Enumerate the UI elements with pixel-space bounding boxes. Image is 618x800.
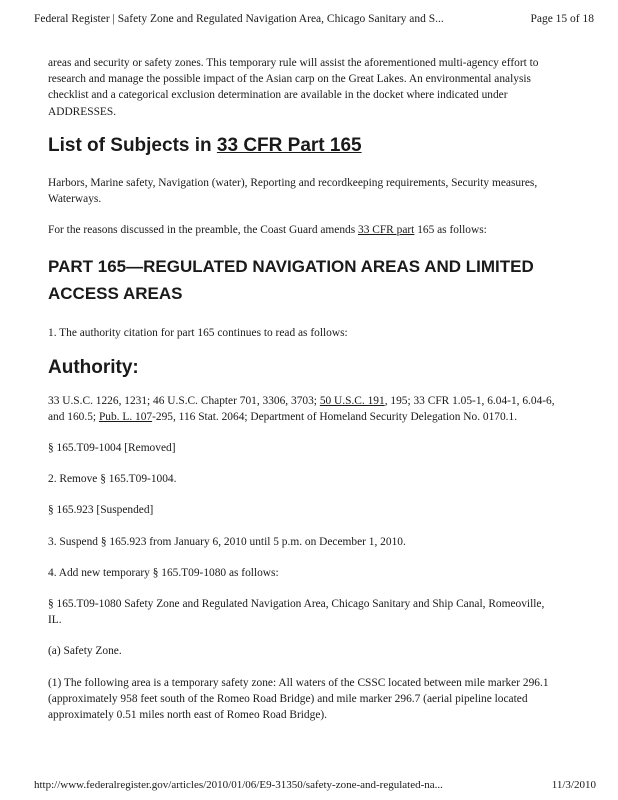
authority-heading: Authority:: [48, 356, 139, 378]
section-title: § 165.T09-1080 Safety Zone and Regulated Navigation Area, Chicago Sanitary and Ship Canal, Romeoville, IL.: [48, 598, 545, 627]
suspended-section: § 165.923 [Suspended]: [48, 504, 154, 517]
remove-instruction: 2. Remove § 165.T09-1004.: [48, 473, 177, 486]
usc-link[interactable]: 50 U.S.C. 191: [319, 394, 385, 407]
page-number: Page 15 of 18: [530, 13, 594, 25]
document-title: Federal Register | Safety Zone and Regulated Navigation Area, Chicago Sanitary and S...: [34, 13, 444, 25]
removed-section: § 165.T09-1004 [Removed]: [48, 442, 176, 455]
authority-part2: , 195; 33 CFR 1.05-1, 6.04-1, 6.04-6, and 160.5;: [48, 394, 555, 423]
public-law-link[interactable]: Pub. L. 107: [98, 410, 153, 423]
authority-part3: -295, 116 Stat. 2064; Department of Homeland Security Delegation No. 0170.1.: [152, 410, 518, 423]
location-paragraph: (1) The following area is a temporary safety zone: All waters of the CSSC located between mile marker 296.1 (approximately 958 feet south of the Romeo Road Bridge) and mile marker 296.7 (aerial pipeline located approximately 0.51 miles north east of Romeo Road Bridge).: [48, 676, 549, 722]
part-heading: PART 165—REGULATED NAVIGATION AREAS AND LIMITED ACCESS AREAS: [48, 257, 534, 304]
safety-zone-heading: (a) Safety Zone.: [48, 645, 122, 658]
add-instruction: 4. Add new temporary § 165.T09-1080 as follows:: [48, 566, 279, 579]
cfr-part-inline-link[interactable]: 33 CFR part: [358, 224, 415, 237]
print-date: 11/3/2010: [551, 779, 596, 791]
amend-suffix: 165 as follows:: [414, 224, 487, 237]
page-footer: [34, 779, 596, 791]
amend-prefix: For the reasons discussed in the preamble, the Coast Guard amends: [48, 224, 359, 237]
authority-citation: 1. The authority citation for part 165 continues to read as follows:: [48, 327, 348, 340]
authority-paragraph: [48, 393, 558, 425]
suspend-instruction: 3. Suspend § 165.923 from January 6, 2010 until 5 p.m. on December 1, 2010.: [48, 535, 406, 548]
subjects-heading: [48, 135, 558, 157]
page-header: [34, 13, 594, 25]
subjects-paragraph: Harbors, Marine safety, Navigation (water), Reporting and recordkeeping requirements, Security measures, Waterways.: [48, 176, 538, 206]
amend-paragraph: [48, 222, 558, 238]
authority-part1: 33 U.S.C. 1226, 1231; 46 U.S.C. Chapter 701, 3306, 3703;: [48, 394, 320, 407]
intro-paragraph: areas and security or safety zones. This temporary rule will assist the aforementioned multi-agency effort to research and manage the possible impact of the Asian carp on the Great Lakes. An environmental analysis checklist and a categorical exclusion determination are available in the docket where indicated under ADDRESSES.: [48, 57, 539, 118]
subjects-heading-prefix: List of Subjects in: [48, 134, 217, 156]
source-url: http://www.federalregister.gov/articles/2010/01/06/E9-31350/safety-zone-and-regulated-na...: [34, 779, 443, 791]
document-body: [48, 55, 558, 738]
cfr-part-link[interactable]: 33 CFR Part 165: [216, 134, 362, 156]
